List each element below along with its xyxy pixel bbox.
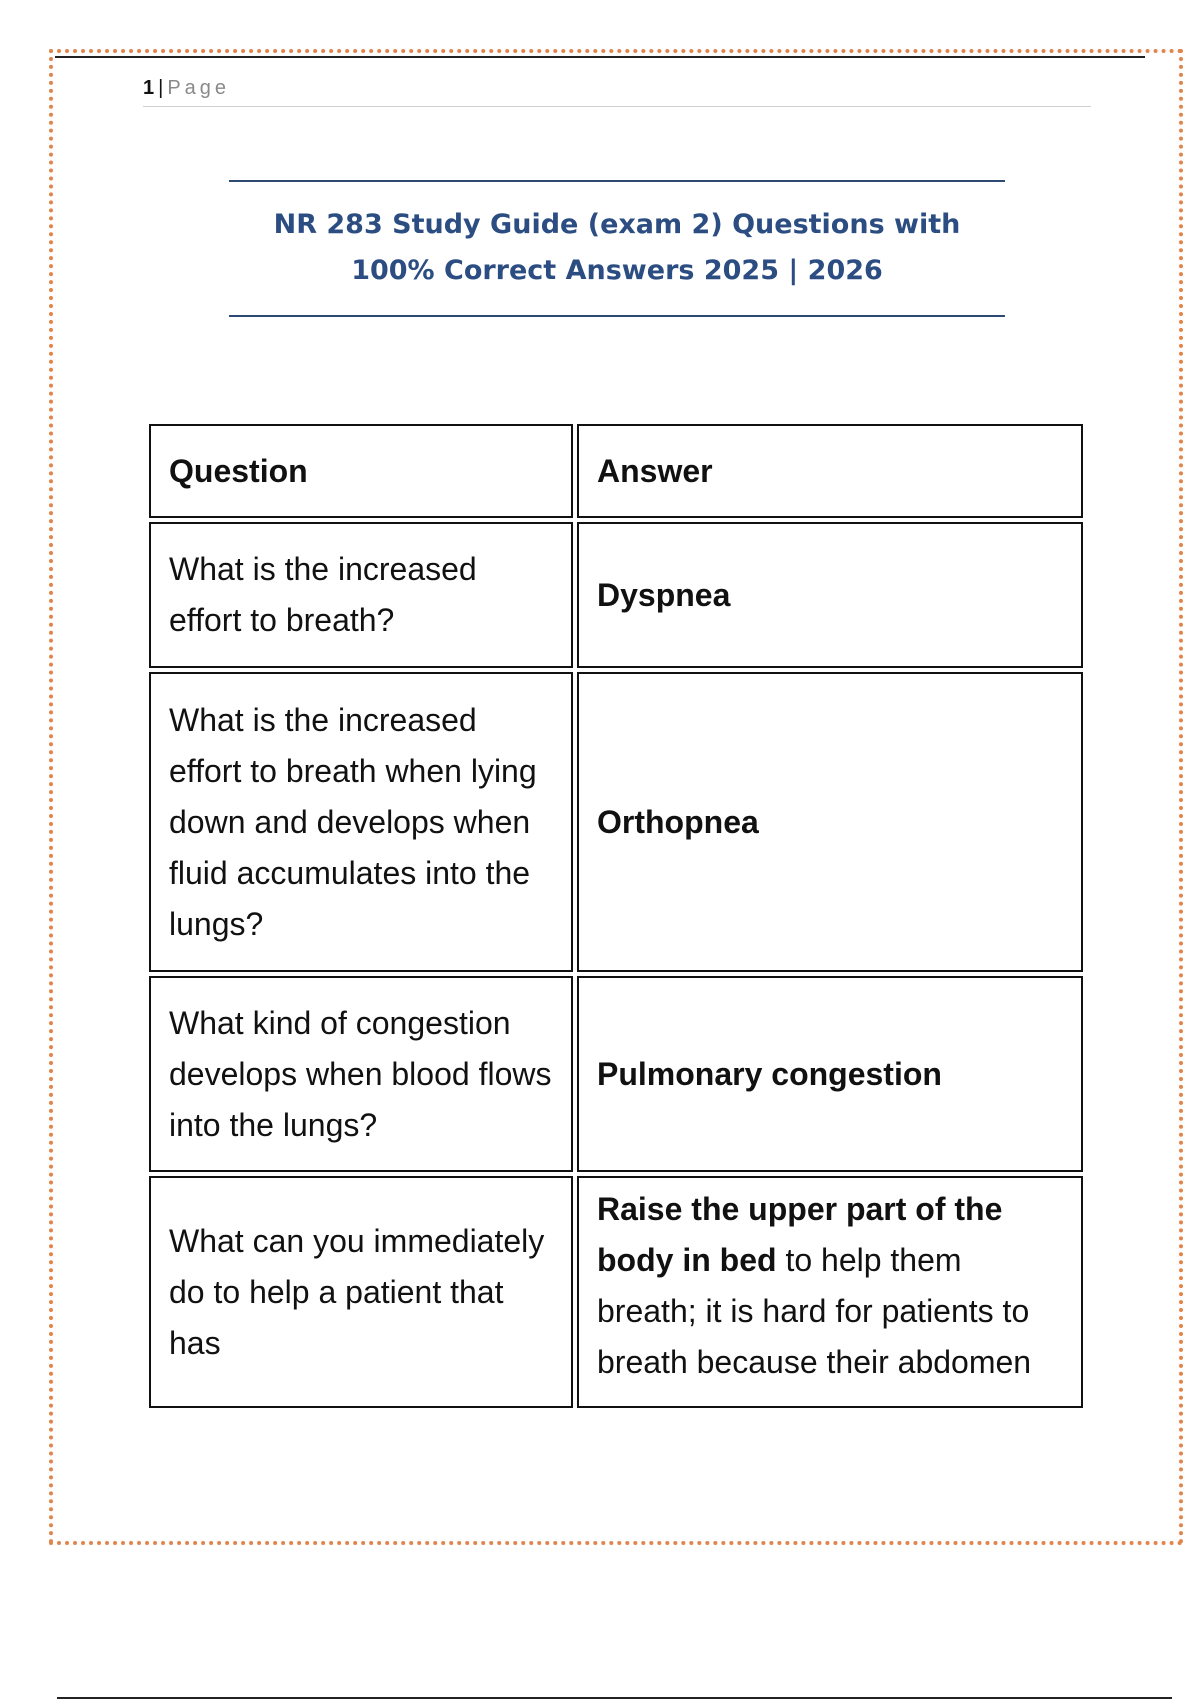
table-row — [149, 1176, 1083, 1408]
table-header-row — [149, 424, 1083, 518]
question-cell: What can you immediately do to help a patient that has — [149, 1176, 573, 1408]
bottom-rule — [57, 1697, 1172, 1699]
title-line-1: NR 283 Study Guide (exam 2) Questions with — [273, 209, 961, 240]
question-cell: What is the increased effort to breath? — [149, 522, 573, 668]
title-line-2: 100% Correct Answers 2025 | 2026 — [351, 255, 883, 286]
table-row — [149, 522, 1083, 668]
answer-cell: Pulmonary congestion — [577, 976, 1083, 1172]
question-cell: What is the increased effort to breath when lying down and develops when fluid accumulates into the lungs? — [149, 672, 573, 972]
page-header-separator: | — [158, 77, 164, 99]
question-cell: What kind of congestion develops when blood flows into the lungs? — [149, 976, 573, 1172]
page-number: 1 — [143, 77, 155, 99]
qa-table — [145, 420, 1087, 1412]
answer-continuation: to help them breath; it is hard for patients to breath because their abdomen — [597, 1242, 1032, 1380]
table-row — [149, 976, 1083, 1172]
top-rule — [55, 56, 1145, 58]
table-row — [149, 672, 1083, 972]
document-title — [229, 180, 1005, 317]
question-column-header: Question — [149, 424, 573, 518]
answer-cell: Dyspnea — [577, 522, 1083, 668]
answer-column-header: Answer — [577, 424, 1083, 518]
answer-cell — [577, 1176, 1083, 1408]
page-label: Page — [167, 77, 231, 99]
answer-emphasis: Raise the upper part of the body in bed — [597, 1191, 1003, 1278]
page-header — [143, 76, 1091, 107]
answer-cell: Orthopnea — [577, 672, 1083, 972]
